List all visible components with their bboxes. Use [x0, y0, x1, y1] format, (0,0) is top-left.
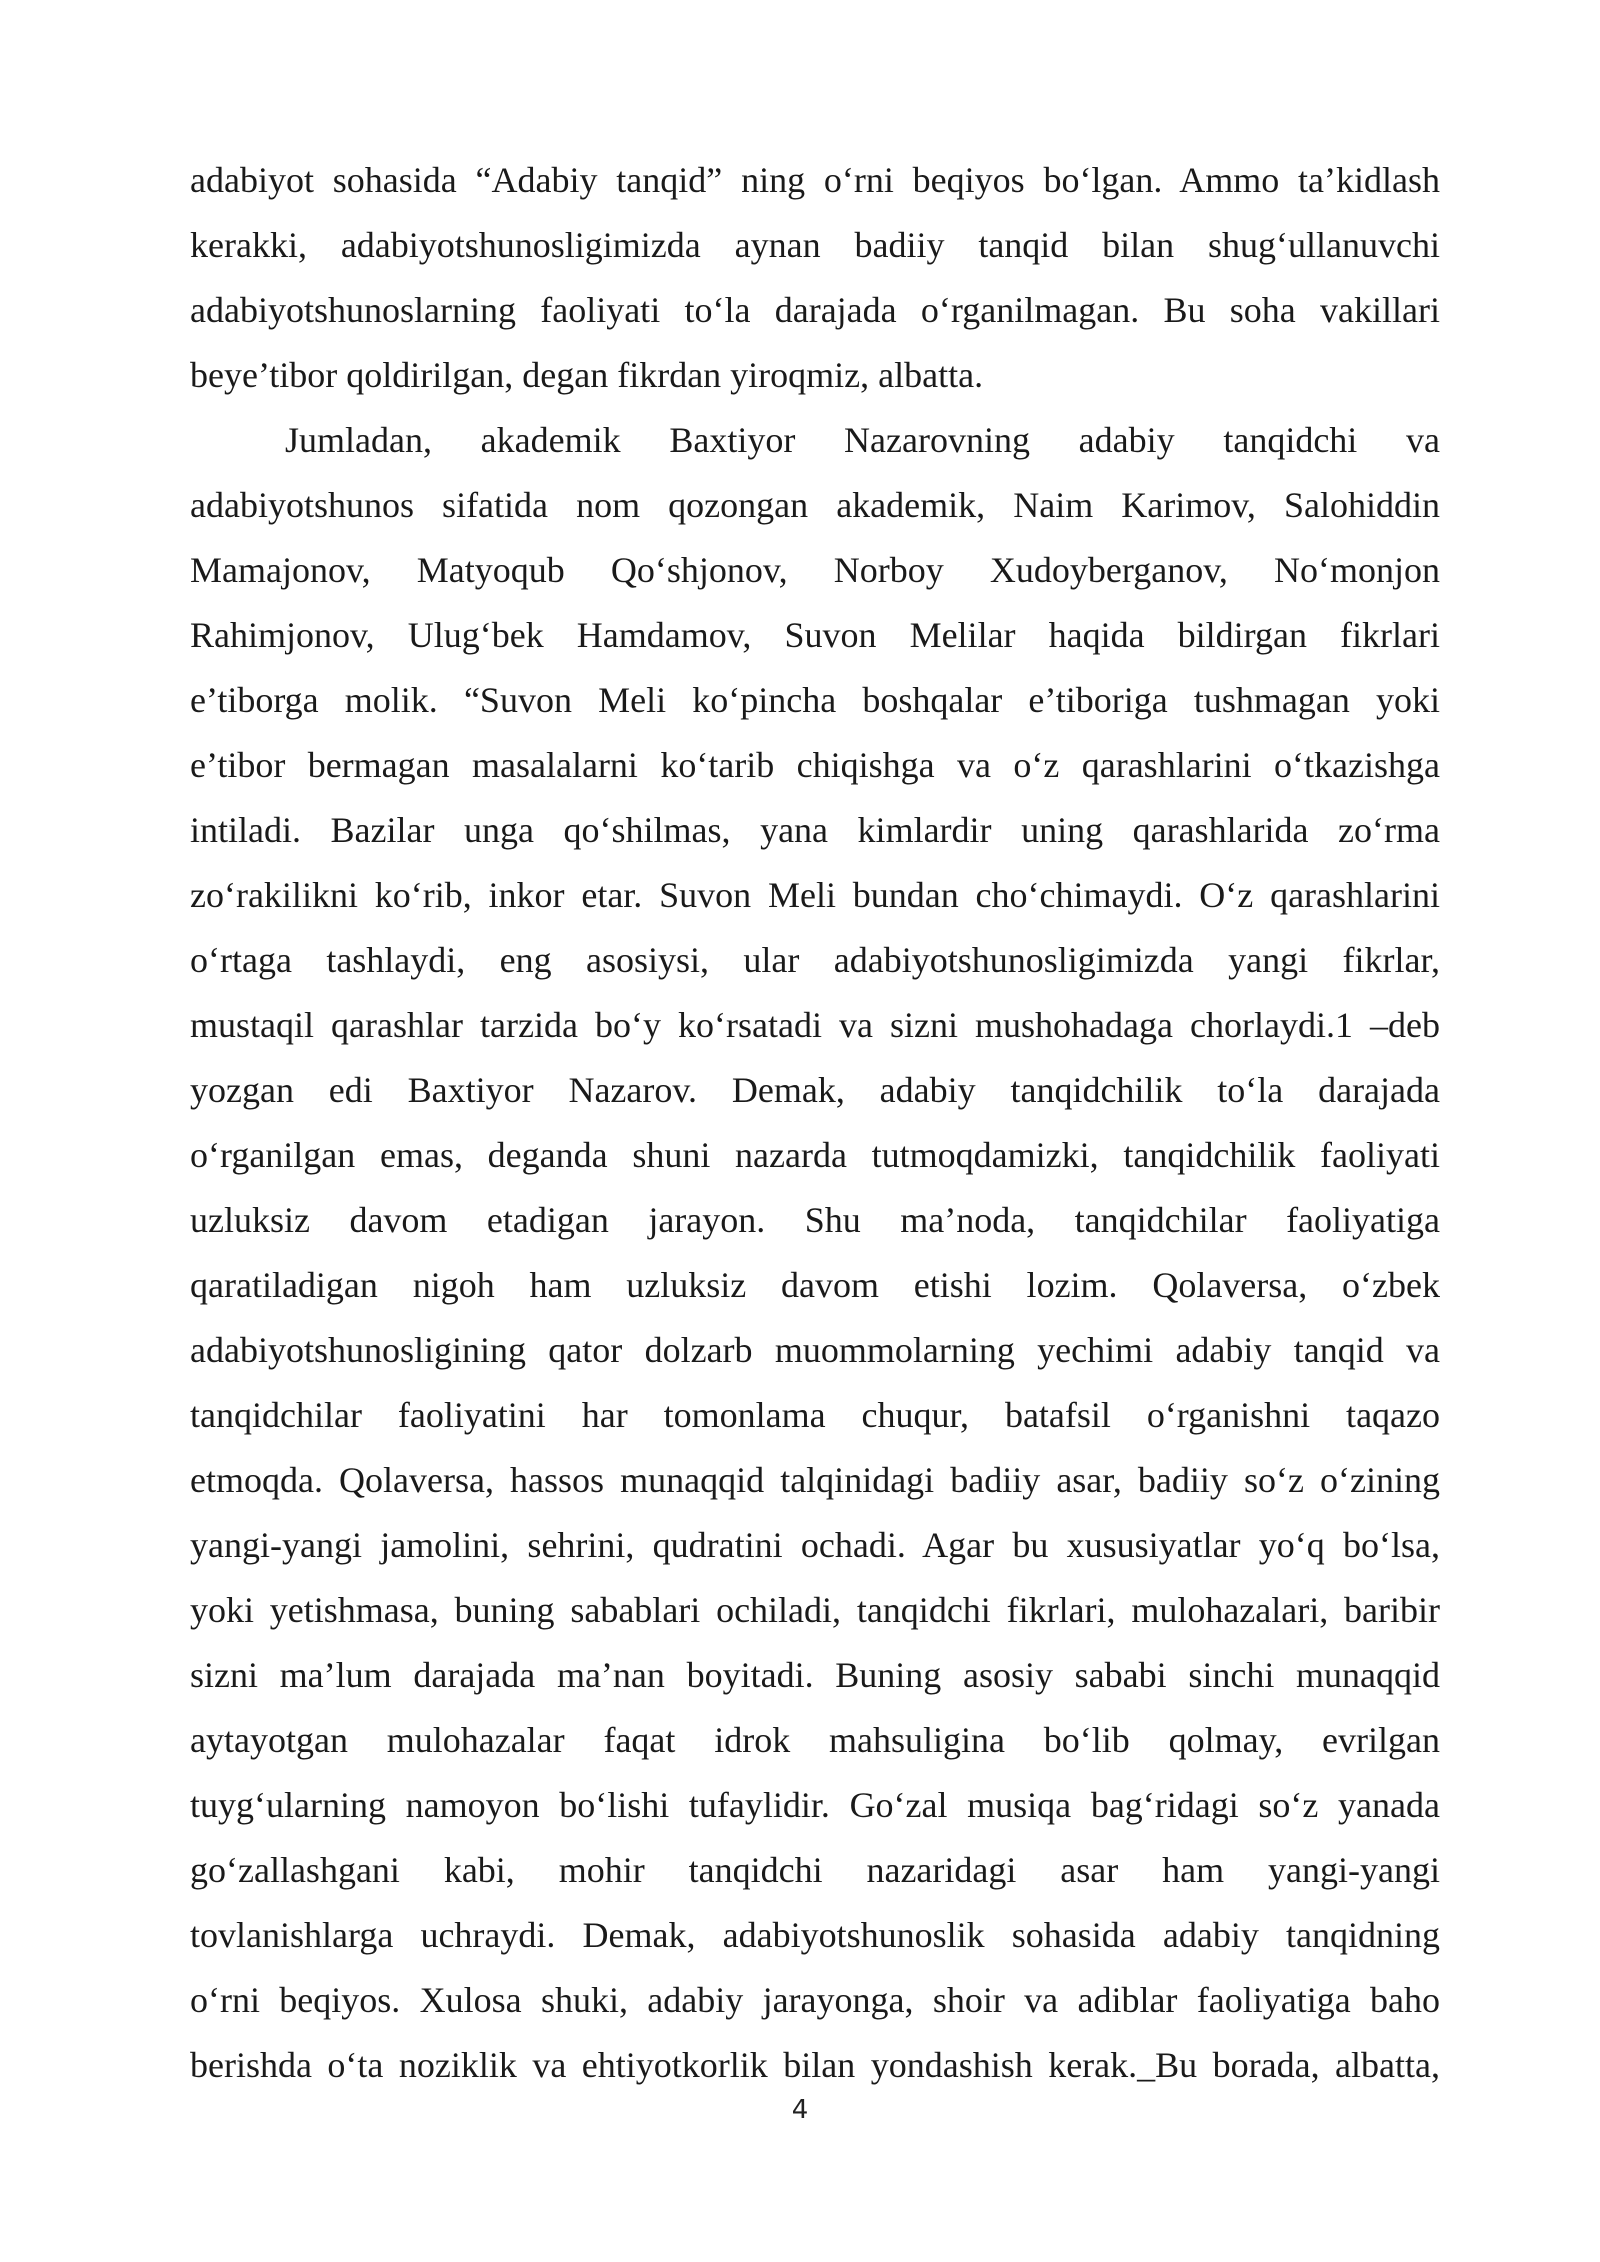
text-line: yoki yetishmasa, buning sabablari ochiladi, tanqidchi fikrlari, mulohazalari, baribir — [190, 1590, 1440, 1630]
text-line: Jumladan, akademik Baxtiyor Nazarovning adabiy tanqidchi va — [285, 420, 1440, 460]
text-line: Rahimjonov, Ulug‘bek Hamdamov, Suvon Melilar haqida bildirgan fikrlari — [190, 615, 1440, 655]
body-text — [190, 148, 1440, 2098]
page-number: 4 — [791, 2095, 809, 2125]
text-line: uzluksiz davom etadigan jarayon. Shu ma’noda, tanqidchilar faoliyatiga — [190, 1200, 1440, 1240]
text-line: yozgan edi Baxtiyor Nazarov. Demak, adabiy tanqidchilik to‘la darajada — [190, 1070, 1440, 1110]
text-line: sizni ma’lum darajada ma’nan boyitadi. Buning asosiy sababi sinchi munaqqid — [190, 1655, 1440, 1695]
text-line: go‘zallashgani kabi, mohir tanqidchi nazaridagi asar ham yangi-yangi — [190, 1850, 1440, 1890]
text-line: aytayotgan mulohazalar faqat idrok mahsuligina bo‘lib qolmay, evrilgan — [190, 1720, 1440, 1760]
text-line: adabiyotshunosligining qator dolzarb muommolarning yechimi adabiy tanqid va — [190, 1330, 1440, 1370]
text-line: tuyg‘ularning namoyon bo‘lishi tufaylidir. Go‘zal musiqa bag‘ridagi so‘z yanada — [190, 1785, 1440, 1825]
text-line: beye’tibor qoldirilgan, degan fikrdan yiroqmiz, albatta. — [190, 355, 984, 395]
text-line: zo‘rakilikni ko‘rib, inkor etar. Suvon Meli bundan cho‘chimaydi. O‘z qarashlarini — [190, 875, 1440, 915]
text-line: adabiyotshunoslarning faoliyati to‘la darajada o‘rganilmagan. Bu soha vakillari — [190, 290, 1440, 330]
text-line: qaratiladigan nigoh ham uzluksiz davom etishi lozim. Qolaversa, o‘zbek — [190, 1265, 1440, 1305]
text-line: intiladi. Bazilar unga qo‘shilmas, yana kimlardir uning qarashlarida zo‘rma — [190, 810, 1440, 850]
text-line: mustaqil qarashlar tarzida bo‘y ko‘rsatadi va sizni mushohadaga chorlaydi.1 –deb — [190, 1005, 1440, 1045]
text-line: tanqidchilar faoliyatini har tomonlama chuqur, batafsil o‘rganishni taqazo — [190, 1395, 1440, 1435]
text-line: tovlanishlarga uchraydi. Demak, adabiyotshunoslik sohasida adabiy tanqidning — [190, 1915, 1440, 1955]
text-line: adabiyot sohasida “Adabiy tanqid” ning o‘rni beqiyos bo‘lgan. Ammo ta’kidlash — [190, 160, 1440, 200]
text-line: berishda o‘ta noziklik va ehtiyotkorlik bilan yondashish kerak._Bu borada, albatta, — [190, 2045, 1440, 2085]
text-line: o‘rtaga tashlaydi, eng asosiysi, ular adabiyotshunosligimizda yangi fikrlar, — [190, 940, 1440, 980]
text-line: o‘rganilgan emas, deganda shuni nazarda tutmoqdamizki, tanqidchilik faoliyati — [190, 1135, 1440, 1175]
text-line: e’tibor bermagan masalalarni ko‘tarib chiqishga va o‘z qarashlarini o‘tkazishga — [190, 745, 1440, 785]
text-line: kerakki, adabiyotshunosligimizda aynan badiiy tanqid bilan shug‘ullanuvchi — [190, 225, 1440, 265]
text-line: Mamajonov, Matyoqub Qo‘shjonov, Norboy Xudoyberganov, No‘monjon — [190, 550, 1440, 590]
text-line: yangi-yangi jamolini, sehrini, qudratini ochadi. Agar bu xususiyatlar yo‘q bo‘lsa, — [190, 1525, 1440, 1565]
text-line: e’tiborga molik. “Suvon Meli ko‘pincha boshqalar e’tiboriga tushmagan yoki — [190, 680, 1440, 720]
text-line: etmoqda. Qolaversa, hassos munaqqid talqinidagi badiiy asar, badiiy so‘z o‘zining — [190, 1460, 1440, 1500]
text-line: o‘rni beqiyos. Xulosa shuki, adabiy jarayonga, shoir va adiblar faoliyatiga baho — [190, 1980, 1440, 2020]
text-line: adabiyotshunos sifatida nom qozongan akademik, Naim Karimov, Salohiddin — [190, 485, 1440, 525]
